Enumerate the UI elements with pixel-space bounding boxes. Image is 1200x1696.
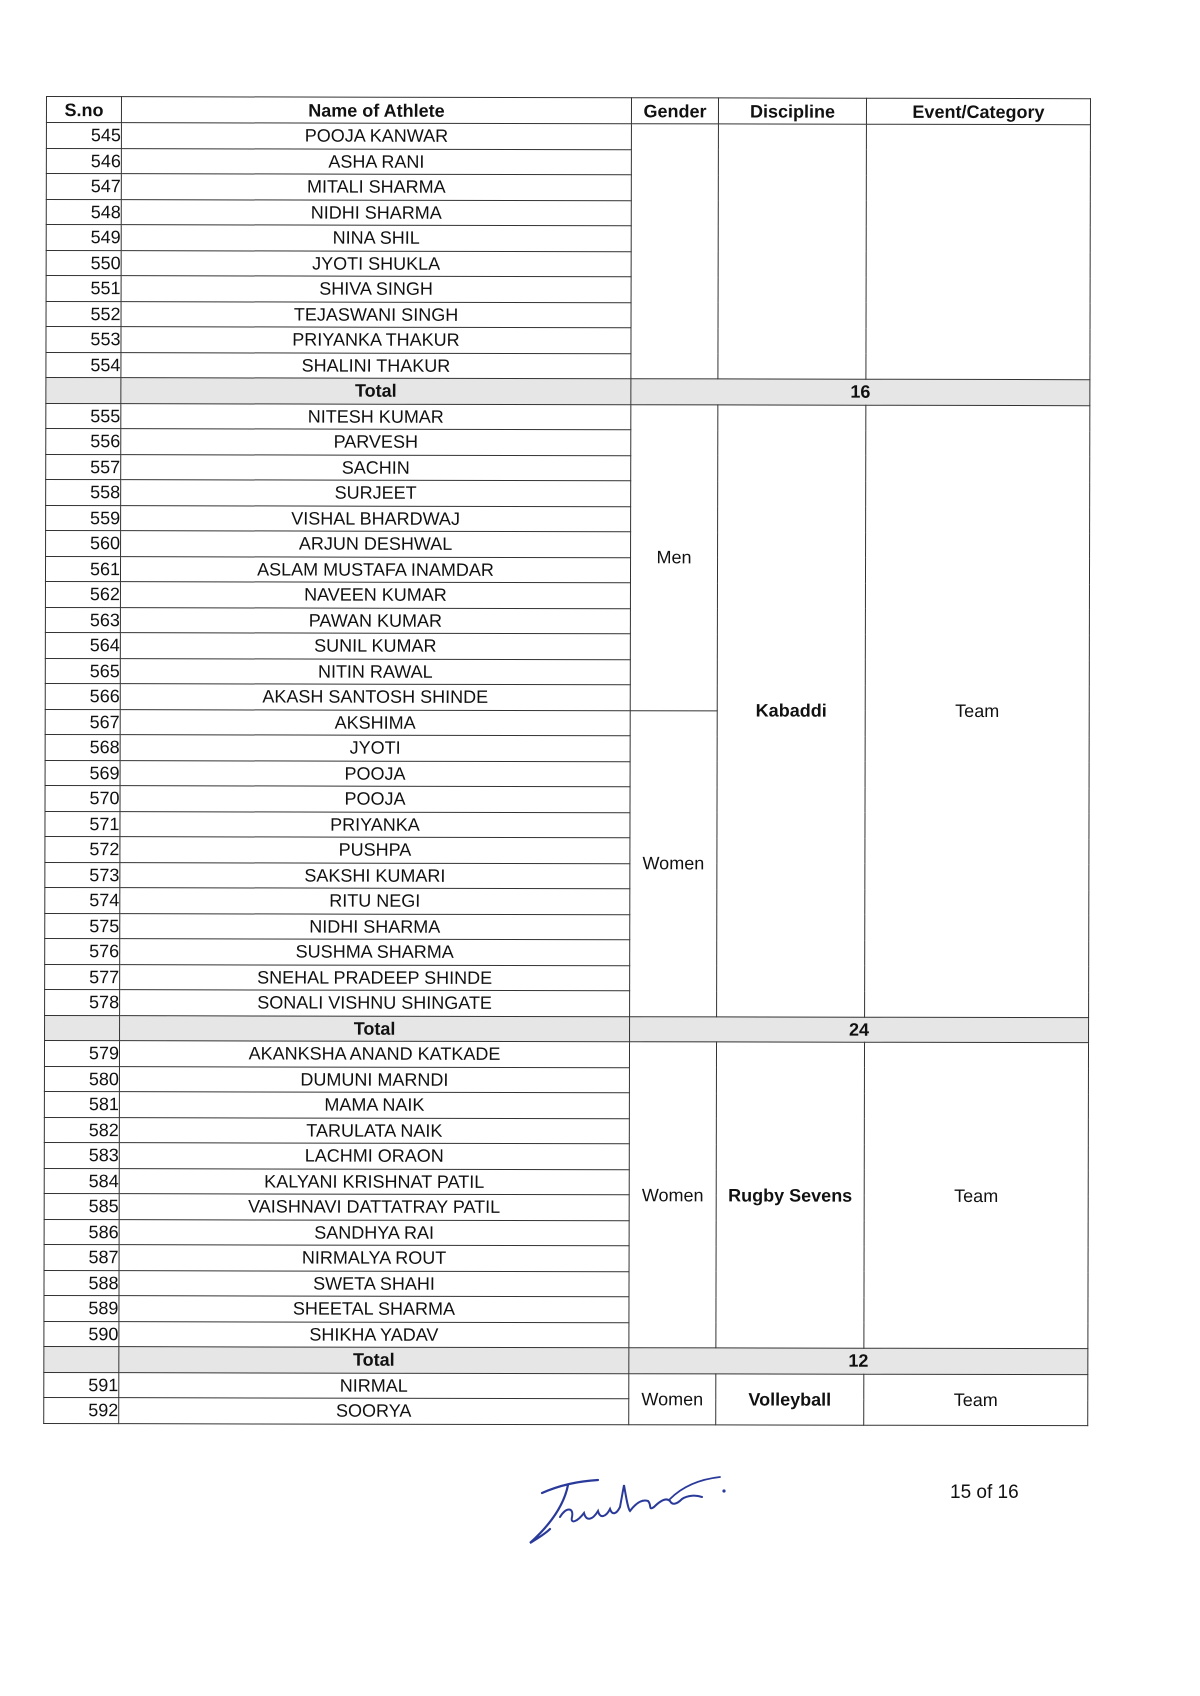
gender-cell: Women — [629, 1373, 716, 1424]
athlete-name: SOORYA — [119, 1398, 629, 1425]
athlete-sno: 557 — [46, 454, 121, 480]
athlete-sno: 554 — [46, 352, 121, 378]
athlete-name: SUNIL KUMAR — [120, 633, 630, 660]
table-row — [44, 1040, 1088, 1068]
athlete-name: TARULATA NAIK — [119, 1117, 629, 1144]
athlete-list-table — [43, 96, 1091, 1426]
athlete-sno: 582 — [44, 1117, 119, 1143]
total-spacer — [45, 1015, 120, 1041]
athlete-sno: 584 — [44, 1168, 119, 1194]
athlete-name: SHALINI THAKUR — [121, 352, 631, 379]
athlete-sno: 560 — [46, 531, 121, 557]
athlete-name: AKSHIMA — [120, 709, 630, 736]
total-label: Total — [121, 378, 631, 405]
athlete-sno: 590 — [44, 1321, 119, 1347]
total-label: Total — [120, 1015, 630, 1042]
athlete-name: RITU NEGI — [120, 888, 630, 915]
total-spacer — [44, 1346, 119, 1372]
athlete-sno: 567 — [45, 709, 120, 735]
athlete-sno: 568 — [45, 734, 120, 760]
athlete-sno: 550 — [46, 250, 121, 276]
athlete-sno: 573 — [45, 862, 120, 888]
athlete-name: NITIN RAWAL — [120, 658, 630, 685]
athlete-sno: 574 — [45, 887, 120, 913]
athlete-name: SUSHMA SHARMA — [120, 939, 630, 966]
athlete-sno: 576 — [45, 938, 120, 964]
table-row — [46, 123, 1090, 151]
athlete-name: MAMA NAIK — [119, 1092, 629, 1119]
athlete-name: NIRMAL — [119, 1372, 629, 1399]
athlete-name: SHIVA SINGH — [121, 276, 631, 303]
athlete-name: DUMUNI MARNDI — [119, 1066, 629, 1093]
athlete-name: ASLAM MUSTAFA INAMDAR — [120, 556, 630, 583]
athlete-name: SHEETAL SHARMA — [119, 1296, 629, 1323]
athlete-name: SNEHAL PRADEEP SHINDE — [120, 964, 630, 991]
athlete-sno: 561 — [45, 556, 120, 582]
athlete-name: VISHAL BHARDWAJ — [121, 505, 631, 532]
event-cell — [866, 124, 1091, 379]
athlete-sno: 578 — [45, 989, 120, 1015]
total-spacer — [46, 378, 121, 404]
discipline-cell — [718, 124, 867, 379]
athlete-sno: 581 — [44, 1091, 119, 1117]
athlete-name: AKASH SANTOSH SHINDE — [120, 684, 630, 711]
athlete-sno: 552 — [46, 301, 121, 327]
athlete-sno: 588 — [44, 1270, 119, 1296]
athlete-sno: 583 — [44, 1142, 119, 1168]
athlete-sno: 570 — [45, 785, 120, 811]
header-row — [46, 97, 1090, 125]
total-value: 12 — [629, 1348, 1088, 1374]
header-discipline: Discipline — [718, 98, 866, 124]
athlete-name: SACHIN — [121, 454, 631, 481]
athlete-name: SANDHYA RAI — [119, 1219, 629, 1246]
header-gender: Gender — [631, 98, 718, 124]
athlete-sno: 547 — [46, 174, 121, 200]
athlete-name: JYOTI — [120, 735, 630, 762]
athlete-sno: 564 — [45, 632, 120, 658]
gender-cell — [631, 124, 719, 379]
athlete-sno: 551 — [46, 276, 121, 302]
athlete-name: PAWAN KUMAR — [120, 607, 630, 634]
athlete-sno: 577 — [45, 964, 120, 990]
athlete-sno: 587 — [44, 1244, 119, 1270]
gender-cell-women: Women — [630, 710, 718, 1016]
athlete-sno: 559 — [46, 505, 121, 531]
athlete-name: NIDHI SHARMA — [120, 913, 630, 940]
athlete-sno: 586 — [44, 1219, 119, 1245]
header-event: Event/Category — [866, 98, 1090, 124]
athlete-sno: 546 — [46, 148, 121, 174]
athlete-sno: 569 — [45, 760, 120, 786]
header-sno: S.no — [46, 97, 121, 123]
athlete-sno: 545 — [46, 123, 121, 149]
gender-cell-men: Men — [630, 404, 718, 710]
athlete-name: MITALI SHARMA — [121, 174, 631, 201]
table-row — [44, 1372, 1088, 1400]
athlete-sno: 556 — [46, 429, 121, 455]
athlete-name: NIRMALYA ROUT — [119, 1245, 629, 1272]
athlete-sno: 553 — [46, 327, 121, 353]
athlete-name: SHIKHA YADAV — [119, 1321, 629, 1348]
athlete-name: VAISHNAVI DATTATRAY PATIL — [119, 1194, 629, 1221]
header-name: Name of Athlete — [121, 97, 631, 124]
athlete-name: AKANKSHA ANAND KATKADE — [119, 1041, 629, 1068]
total-row — [44, 1346, 1088, 1374]
total-row — [45, 1015, 1089, 1043]
athlete-name: NAVEEN KUMAR — [120, 582, 630, 609]
event-cell: Team — [864, 1374, 1088, 1425]
event-cell: Team — [864, 1042, 1089, 1348]
event-cell: Team — [865, 405, 1090, 1017]
athlete-sno: 585 — [44, 1193, 119, 1219]
gender-cell: Women — [629, 1042, 717, 1348]
table-body — [44, 123, 1091, 1426]
athlete-sno: 563 — [45, 607, 120, 633]
athlete-name: PRIYANKA — [120, 811, 630, 838]
discipline-cell: Rugby Sevens — [716, 1042, 865, 1348]
athlete-name: SWETA SHAHI — [119, 1270, 629, 1297]
discipline-cell: Volleyball — [716, 1373, 864, 1424]
athlete-name: NIDHI SHARMA — [121, 199, 631, 226]
athlete-name: LACHMI ORAON — [119, 1143, 629, 1170]
athlete-sno: 562 — [45, 582, 120, 608]
athlete-sno: 565 — [45, 658, 120, 684]
page-number: 15 of 16 — [950, 1482, 1019, 1503]
athlete-name: SURJEET — [121, 480, 631, 507]
athlete-name: ARJUN DESHWAL — [121, 531, 631, 558]
athlete-name: NINA SHIL — [121, 225, 631, 252]
table-row — [46, 403, 1090, 431]
athlete-sno: 579 — [44, 1040, 119, 1066]
athlete-name: POOJA — [120, 786, 630, 813]
athlete-sno: 548 — [46, 199, 121, 225]
athlete-sno: 555 — [46, 403, 121, 429]
athlete-name: PUSHPA — [120, 837, 630, 864]
athlete-name: PARVESH — [121, 429, 631, 456]
athlete-name: ASHA RANI — [121, 148, 631, 175]
athlete-name: SAKSHI KUMARI — [120, 862, 630, 889]
athlete-name: POOJA KANWAR — [121, 123, 631, 150]
athlete-sno: 592 — [44, 1397, 119, 1423]
athlete-sno: 589 — [44, 1295, 119, 1321]
athlete-sno: 566 — [45, 683, 120, 709]
signature-image — [520, 1455, 740, 1550]
athlete-sno: 580 — [44, 1066, 119, 1092]
discipline-cell: Kabaddi — [717, 404, 866, 1016]
total-row — [46, 378, 1090, 406]
athlete-name: NITESH KUMAR — [121, 403, 631, 430]
athlete-sno: 575 — [45, 913, 120, 939]
total-label: Total — [119, 1347, 629, 1374]
athlete-sno: 571 — [45, 811, 120, 837]
total-value: 16 — [631, 379, 1090, 405]
athlete-sno: 572 — [45, 836, 120, 862]
athlete-name: TEJASWANI SINGH — [121, 301, 631, 328]
athlete-name: KALYANI KRISHNAT PATIL — [119, 1168, 629, 1195]
athlete-sno: 591 — [44, 1372, 119, 1398]
athlete-name: SONALI VISHNU SHINGATE — [120, 990, 630, 1017]
athlete-sno: 549 — [46, 225, 121, 251]
athlete-name: JYOTI SHUKLA — [121, 250, 631, 277]
athlete-name: POOJA — [120, 760, 630, 787]
table-header — [46, 97, 1090, 125]
athlete-sno: 558 — [46, 480, 121, 506]
total-value: 24 — [630, 1016, 1089, 1042]
athlete-name: PRIYANKA THAKUR — [121, 327, 631, 354]
